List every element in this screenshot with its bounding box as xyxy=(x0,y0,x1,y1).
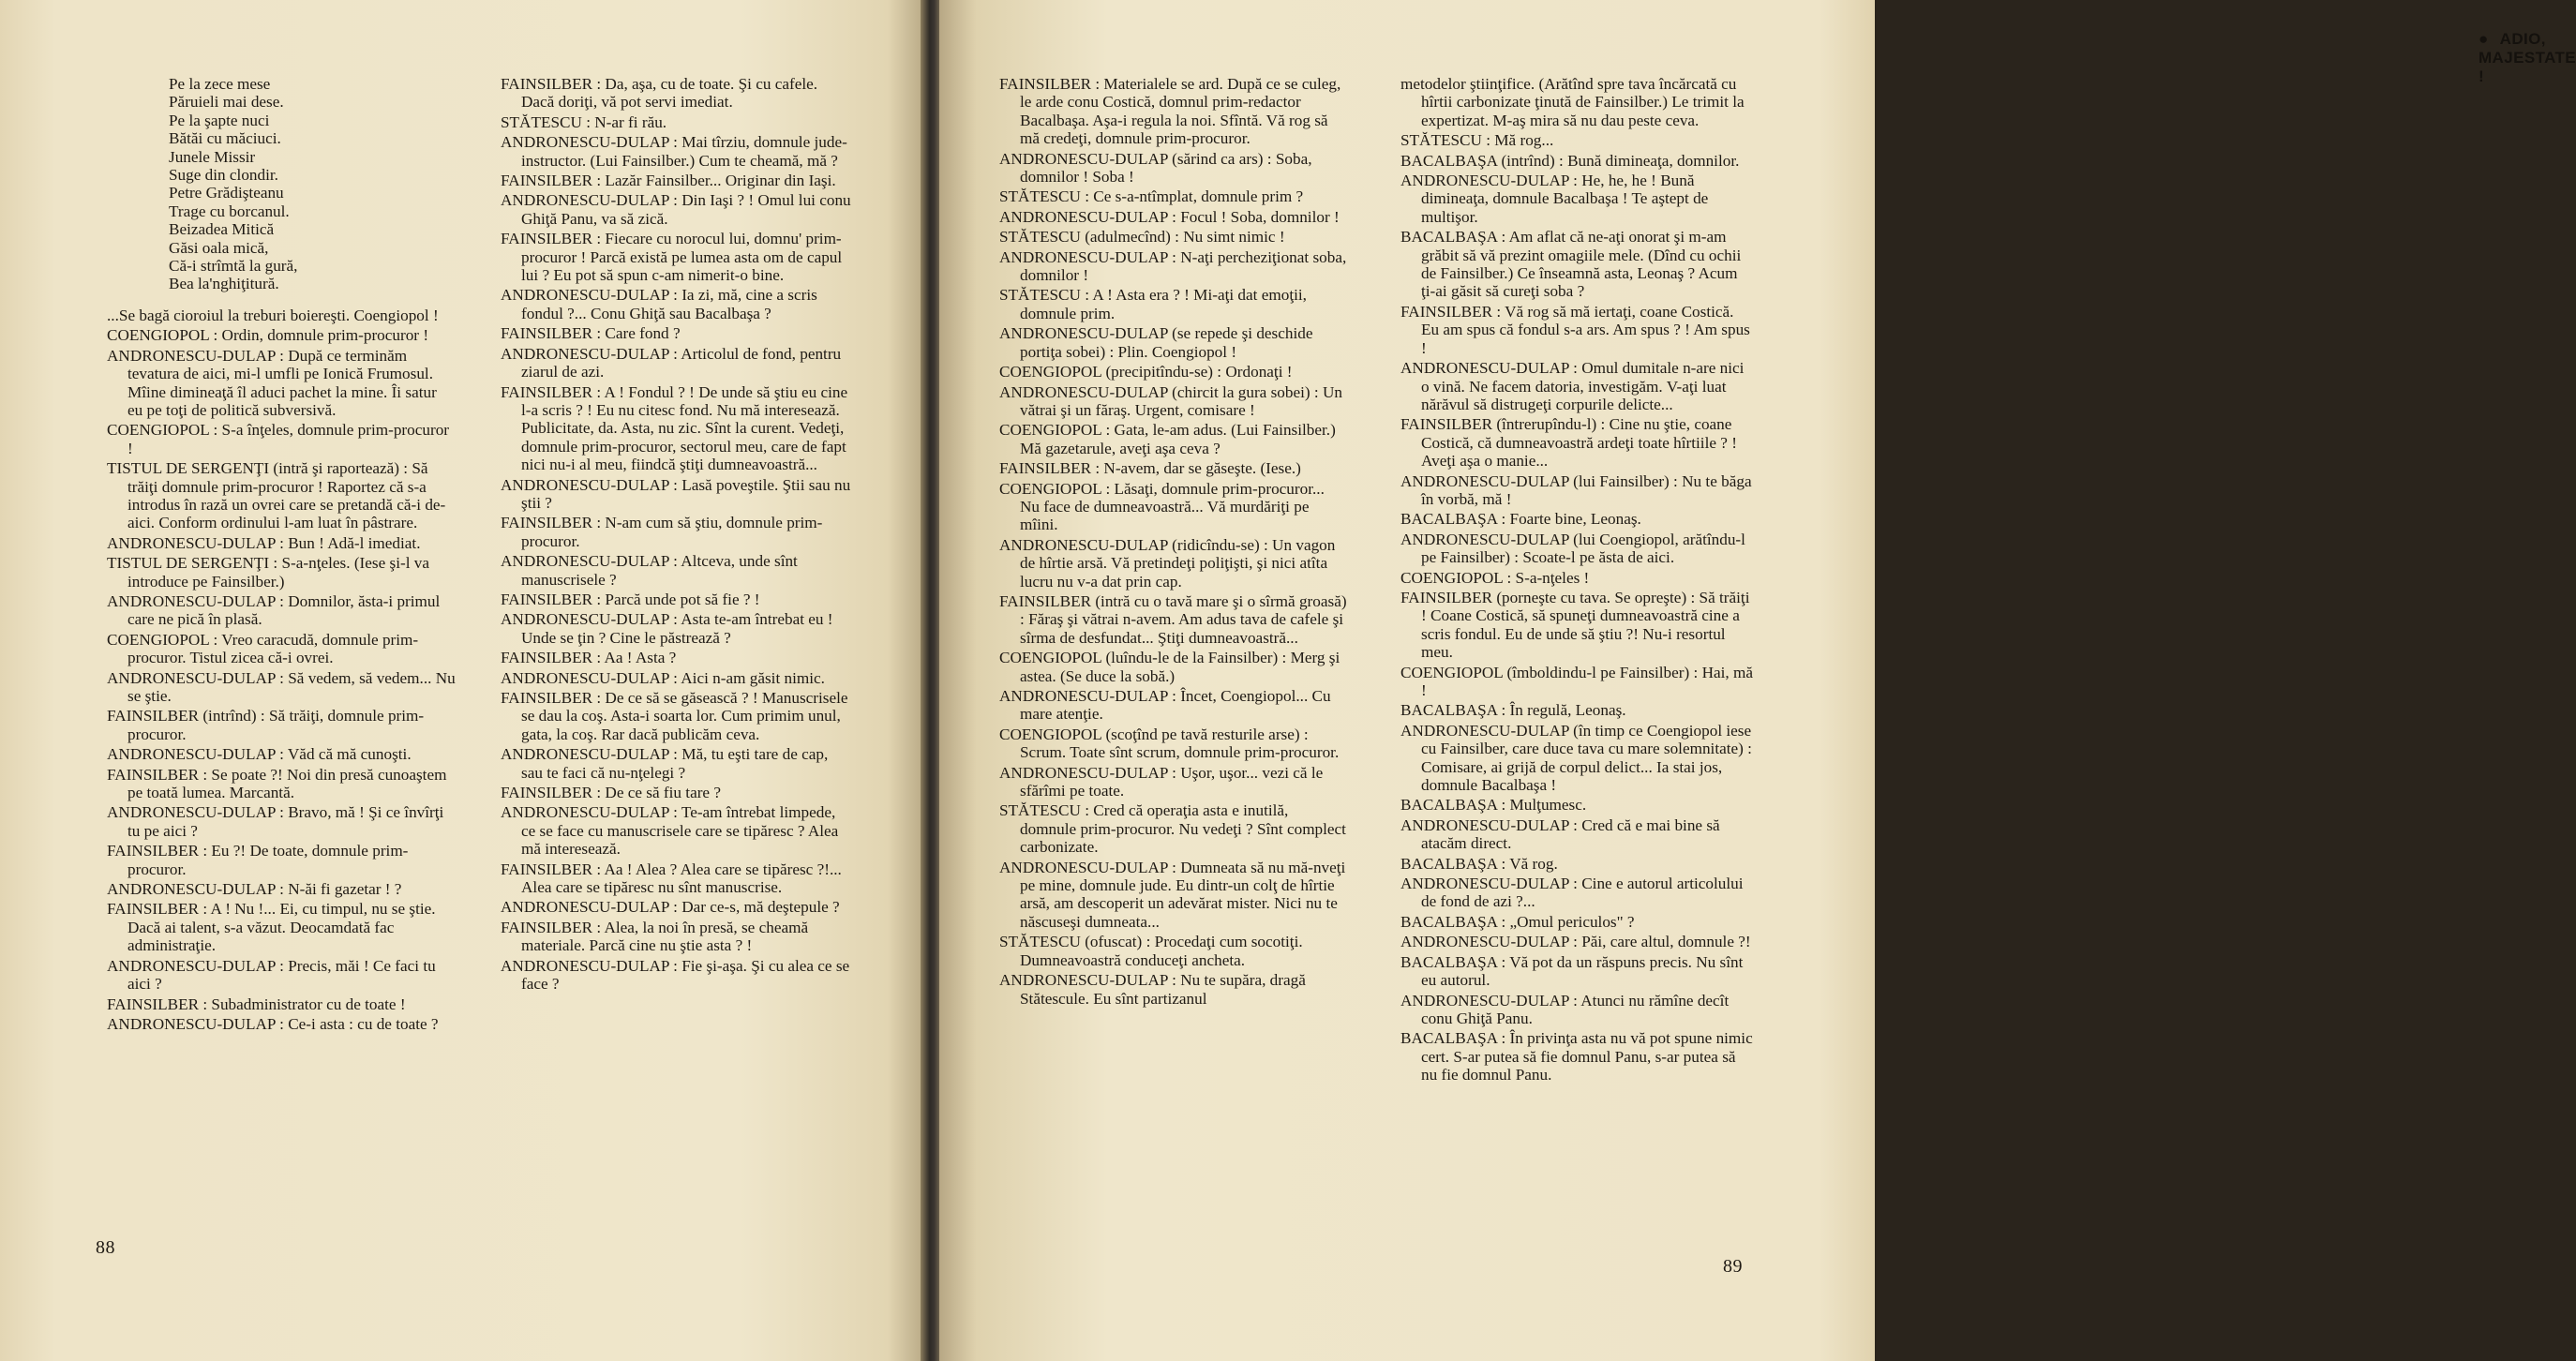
dialogue-paragraph: ANDRONESCU-DULAP : He, he, he ! Bună dimineaţa, domnule Bacalbaşa ! Te aştept de multişor. xyxy=(1400,172,1709,226)
dialogue-paragraph: FAINSILBER : A ! Nu !... Ei, cu timpul, nu se ştie. Dacă ai talent, s-a văzut. Deocamdată fac administraţie. xyxy=(107,900,436,955)
dialogue-paragraph: ANDRONESCU-DULAP : Bravo, mă ! Şi ce învîrţi tu pe aici ? xyxy=(107,803,444,840)
dialogue-paragraph: FAINSILBER : De ce să fiu tare ? xyxy=(501,784,721,802)
dialogue-paragraph: ANDRONESCU-DULAP (ridicîndu-se) : Un vagon de hîrtie arsă. Vă pretindeţi poliţişti, şi nici atîta lucru nu v-a dat prin cap. xyxy=(999,535,1336,591)
verse-line: Beizadea Mitică xyxy=(169,220,275,239)
dialogue-paragraph: FAINSILBER : Fiecare cu norocul lui, domnu' prim-procuror ! Parcă există pe lumea asta om de capul lui ? Eu pot să spun c-am nimerit-o bine. xyxy=(501,230,843,285)
dialogue-paragraph: ANDRONESCU-DULAP : Cred că e mai bine să atacăm direct. xyxy=(1400,815,1720,853)
dialogue-paragraph: ANDRONESCU-DULAP : Bun ! Adă-l imediat. xyxy=(107,533,421,552)
dialogue-paragraph: ANDRONESCU-DULAP : Precis, măi ! Ce faci tu aici ? xyxy=(107,956,436,994)
dialogue-paragraph: FAINSILBER : N-avem, dar se găseşte. (Iese.) xyxy=(999,459,1301,478)
dialogue-paragraph: ANDRONESCU-DULAP : Uşor, uşor... vezi că le sfărîmi pe toate. xyxy=(999,763,1324,800)
dialogue-paragraph: FAINSILBER : Aa ! Alea ? Alea care se tipăresc ?!... Alea care se tipăresc nu sînt manuscrise. xyxy=(501,860,842,897)
dialogue-paragraph: ANDRONESCU-DULAP (chircit la gura sobei) : Un vătrai şi un făraş. Urgent, comisare ! xyxy=(999,382,1342,419)
dialogue-paragraph: ANDRONESCU-DULAP : Ia zi, mă, cine a scris fondul ?... Conu Ghiţă sau Bacalbaşa ? xyxy=(501,286,817,322)
dialogue-paragraph: COENGIOPOL (luîndu-le de la Fainsilber) : Merg şi astea. (Se duce la sobă.) xyxy=(999,649,1340,685)
dialogue-paragraph: FAINSILBER : A ! Fondul ? ! De unde să ştiu eu cine l-a scris ? ! Eu nu citesc fond. Nu mă interesează. Publicitate, da. Asta, nu zic. Sînt la curent. Vedeţi, domnule prim-procuror, sectorul meu, care de fapt nici nu-i al meu, fiindcă ştiţi dumneavoastră... xyxy=(501,382,848,474)
dialogue-paragraph: FAINSILBER : Materialele se ard. După ce se culeg, le arde conu Costică, domnul prim-redactor Bacalbaşa. Aşa-i regula la noi. Sfîntă. Vă rog să mă credeţi, domnule prim-procuror. xyxy=(999,75,1341,148)
verse-line: Pe la zece mese xyxy=(169,75,271,93)
dialogue-paragraph: ANDRONESCU-DULAP : Omul dumitale n-are nici o vină. Ne facem datoria, investigăm. V-aţi luat nărăvul să distrugeţi corpurile delicte... xyxy=(1400,359,1745,413)
dialogue-paragraph: COENGIOPOL (îmboldindu-l pe Fainsilber) : Hai, mă ! xyxy=(1400,663,1754,699)
dialogue-paragraph: ANDRONESCU-DULAP : Te-am întrebat limpede, ce se face cu manuscrisele care se tipăresc ? Alea mă interesează. xyxy=(501,803,839,859)
dialogue-paragraph: STĂTESCU : Cred că operaţia asta e inutilă, domnule prim-procuror. Nu vedeţi ? Sînt complect carbonizate. xyxy=(999,801,1346,857)
dialogue-paragraph: ANDRONESCU-DULAP (în timp ce Coengiopol iese cu Fainsilber, care duce tava cu mare solemnitate) : Comisare, ai grijă de corpul delict... Ia stai jos, domnule Bacalbaşa ! xyxy=(1400,721,1752,795)
verse-line: Pe la şapte nuci xyxy=(169,111,270,129)
dialogue-paragraph: metodelor ştiinţifice. (Arătînd spre tava încărcată cu hîrtii carbonizate ţinută de Fainsilber.) Le trimit la expertizat. M-aş mira să nu dau peste ceva. xyxy=(1400,75,1745,129)
page-number-left: 88 xyxy=(96,1237,115,1258)
dialogue-paragraph: ANDRONESCU-DULAP : Domnilor, ăsta-i primul care ne pică în plasă. xyxy=(107,591,441,629)
dialogue-paragraph: ...Se bagă cioroiul la treburi boiereşti. Coengiopol ! xyxy=(107,306,439,324)
verse-line: Suge din clondir. xyxy=(169,166,278,185)
dialogue-paragraph: COENGIOPOL : Gata, le-am adus. (Lui Fainsilber.) Mă gazetarule, aveţi aşa ceva ? xyxy=(999,421,1336,457)
dialogue-paragraph: COENGIOPOL : S-a înţeles, domnule prim-procuror ! xyxy=(107,421,450,457)
running-head xyxy=(2479,30,2576,86)
dialogue-paragraph: ANDRONESCU-DULAP : Dar ce-s, mă deştepule ? xyxy=(501,898,840,917)
dialogue-paragraph: FAINSILBER : Alea, la noi în presă, se cheamă materiale. Parcă cine nu ştie asta ? ! xyxy=(501,918,809,955)
dialogue-paragraph: ANDRONESCU-DULAP : Articolul de fond, pentru ziarul de azi. xyxy=(501,344,842,381)
dialogue-paragraph: BACALBAŞA : În privinţa asta nu vă pot spune nimic cert. S-ar putea să fie domnul Panu, s-ar putea să nu fie domnul Panu. xyxy=(1400,1029,1753,1084)
dialogue-paragraph: STĂTESCU : Mă rog... xyxy=(1400,131,1554,150)
dialogue-paragraph: BACALBAŞA : Mulţumesc. xyxy=(1400,796,1587,815)
dialogue-paragraph: STĂTESCU : Ce s-a-ntîmplat, domnule prim ? xyxy=(999,187,1304,206)
dialogue-paragraph: TISTUL DE SERGENŢI (intră şi raportează) : Să trăiţi domnule prim-procuror ! Raportez că s-a introdus în rază un ovrei care se pretandă că-i de-aici. Conform ordinului l-am luat în pâstrare. xyxy=(107,459,446,532)
dialogue-paragraph: ANDRONESCU-DULAP : Păi, care altul, domnule ?! xyxy=(1400,933,1751,951)
dialogue-paragraph: ANDRONESCU-DULAP : Văd că mă cunoşti. xyxy=(107,745,412,764)
stanza-gap xyxy=(107,293,456,307)
dialogue-paragraph: FAINSILBER (porneşte cu tava. Se opreşte) : Să trăiţi ! Coane Costică, să spuneţi dumneavoastră cine a scris fondul. Eu de unde să ştiu ?! Nu-i resortul meu. xyxy=(1400,588,1750,662)
page-number-right: 89 xyxy=(1723,1256,1743,1277)
dialogue-paragraph: ANDRONESCU-DULAP (se repede şi deschide portiţa sobei) : Plin. Coengiopol ! xyxy=(999,324,1313,361)
column-4 xyxy=(1400,75,1753,1086)
dialogue-paragraph: BACALBAŞA : În regulă, Leonaş. xyxy=(1400,701,1626,720)
dialogue-paragraph: STĂTESCU (adulmecînd) : Nu simt nimic ! xyxy=(999,228,1285,247)
dialogue-paragraph: ANDRONESCU-DULAP (lui Fainsilber) : Nu te băga în vorbă, mă ! xyxy=(1400,471,1752,508)
dialogue-paragraph: BACALBAŞA : Vă rog. xyxy=(1400,854,1558,873)
dialogue-paragraph: FAINSILBER : De ce să se găsească ? ! Manuscrisele se dau la coş. Asta-i soarta lor. Cum primim unul, gata, la coş. Rar dacă publicăm ceva. xyxy=(501,689,848,743)
dialogue-paragraph: ANDRONESCU-DULAP : Focul ! Soba, domnilor ! xyxy=(999,207,1340,226)
dialogue-paragraph: ANDRONESCU-DULAP : Atunci nu rămîne decît conu Ghiţă Panu. xyxy=(1400,991,1730,1027)
dialogue-paragraph: ANDRONESCU-DULAP : Nu te supăra, dragă Stătescule. Eu sînt partizanul xyxy=(999,971,1306,1008)
column-2 xyxy=(501,75,853,995)
dialogue-paragraph: FAINSILBER : Care fond ? xyxy=(501,324,681,343)
dialogue-paragraph: BACALBAŞA (intrînd) : Bună dimineaţa, domnilor. xyxy=(1400,151,1740,170)
dialogue-paragraph: FAINSILBER : Subadministrator cu de toate ! xyxy=(107,995,406,1013)
dialogue-paragraph: COENGIOPOL : S-a-nţeles ! xyxy=(1400,568,1590,587)
dialogue-paragraph: FAINSILBER : Se poate ?! Noi din presă cunoaştem pe toată lumea. Marcantă. xyxy=(107,765,447,802)
running-head-text: ADIO, MAJESTATE ! xyxy=(2479,30,2576,85)
dialogue-paragraph: BACALBAŞA : Am aflat că ne-aţi onorat şi m-am grăbit să vă prezint omagiile mele. (Dînd cu ochii de Fainsilber.) Ce înseamnă asta, Leonaş ? Acum ţi-ai găsit să cureţi soba ? xyxy=(1400,228,1742,301)
dialogue-paragraph: ANDRONESCU-DULAP : Dumneata să nu mă-nveţi pe mine, domnule jude. Eu dintr-un colţ de hîrtie arsă, am descoperit un adevărat mister. Nici nu te născuseşi dumneata... xyxy=(999,858,1346,931)
dialogue-paragraph: BACALBAŞA : Vă pot da un răspuns precis. Nu sînt eu autorul. xyxy=(1400,952,1744,990)
dialogue-paragraph: ANDRONESCU-DULAP : Încet, Coengiopol... Cu mare atenţie. xyxy=(999,687,1331,724)
dialogue-paragraph: STĂTESCU (ofuscat) : Procedaţi cum socotiţi. Dumneavoastră conduceţi ancheta. xyxy=(999,933,1303,969)
verse-line: Trage cu borcanul. xyxy=(169,202,290,220)
dialogue-paragraph: FAINSILBER : Lazăr Fainsilber... Originar din Iaşi. xyxy=(501,172,836,190)
dialogue-paragraph: ANDRONESCU-DULAP (lui Coengiopol, arătîndu-l pe Fainsilber) : Scoate-l pe ăsta de aici. xyxy=(1400,530,1745,567)
bullet-icon: ● xyxy=(2479,30,2489,48)
dialogue-paragraph: ANDRONESCU-DULAP : Mai tîrziu, domnule jude-instructor. (Lui Fainsilber.) Cum te cheamă, mă ? xyxy=(501,133,847,170)
column-3 xyxy=(999,75,1348,1010)
verse-line: Junele Missir xyxy=(169,147,256,166)
dialogue-paragraph: ANDRONESCU-DULAP : Cine e autorul articolului de fond de azi ?... xyxy=(1400,875,1744,911)
dialogue-paragraph: BACALBAŞA : Foarte bine, Leonaş. xyxy=(1400,510,1641,529)
dialogue-paragraph: ANDRONESCU-DULAP : Din Iaşi ? ! Omul lui conu Ghiţă Panu, va să zică. xyxy=(501,191,851,228)
dialogue-paragraph: ANDRONESCU-DULAP : Aici n-am găsit nimic. xyxy=(501,668,825,687)
column-1 xyxy=(107,75,456,1035)
dialogue-paragraph: FAINSILBER : Vă rog să mă iertaţi, coane Costică. Eu am spus că fondul s-a ars. Am spus ? ! Am spus ! xyxy=(1400,302,1750,357)
left-page xyxy=(0,0,924,1361)
dialogue-paragraph: FAINSILBER : Parcă unde pot să fie ? ! xyxy=(501,590,760,608)
verse-line: Bătăi cu măciuci. xyxy=(169,129,281,148)
dialogue-paragraph: COENGIOPOL (precipitîndu-se) : Ordonaţi ! xyxy=(999,363,1293,381)
dialogue-paragraph: FAINSILBER : Eu ?! De toate, domnule prim-procuror. xyxy=(107,842,409,878)
dialogue-paragraph: TISTUL DE SERGENŢI : S-a-nţeles. (Iese şi-l va introduce pe Fainsilber.) xyxy=(107,554,429,591)
dialogue-paragraph: ANDRONESCU-DULAP : N-ăi fi gazetar ! ? xyxy=(107,880,402,899)
verse-line: Că-i strîmtă la gură, xyxy=(169,257,298,276)
dialogue-paragraph: ANDRONESCU-DULAP : Lasă poveştile. Ştii sau nu ştii ? xyxy=(501,475,851,512)
dialogue-paragraph: COENGIOPOL (scoţînd pe tavă resturile arse) : Scrum. Toate sînt scrum, domnule prim-procuror. xyxy=(999,725,1340,762)
dialogue-paragraph: COENGIOPOL : Ordin, domnule prim-procuror ! xyxy=(107,326,429,345)
dialogue-paragraph: BACALBAŞA : „Omul periculos" ? xyxy=(1400,912,1635,931)
dialogue-paragraph: COENGIOPOL : Lăsaţi, domnule prim-procuror... Nu face de dumneavoastră... Vă murdăriţi pe mîini. xyxy=(999,479,1325,534)
verse-line: Păruieli mai dese. xyxy=(169,93,284,112)
verse-line: Bea la'nghiţitură. xyxy=(169,275,279,293)
dialogue-paragraph: STĂTESCU : N-ar fi rău. xyxy=(501,112,667,131)
dialogue-paragraph: FAINSILBER (întrerupîndu-l) : Cine nu ştie, coane Costică, că dumneavoastră ardeţi toate hîrtiile ? ! Aveţi aşa o manie... xyxy=(1400,415,1737,471)
dialogue-paragraph: STĂTESCU : A ! Asta era ? ! Mi-aţi dat emoţii, domnule prim. xyxy=(999,286,1307,322)
dialogue-paragraph: FAINSILBER : Aa ! Asta ? xyxy=(501,649,677,667)
dialogue-paragraph: ANDRONESCU-DULAP : Asta te-am întrebat eu ! Unde se ţin ? Cine le păstrează ? xyxy=(501,610,833,647)
dialogue-paragraph: ANDRONESCU-DULAP : N-aţi percheziţionat soba, domnilor ! xyxy=(999,247,1347,285)
dialogue-paragraph: ANDRONESCU-DULAP : Altceva, unde sînt manuscrisele ? xyxy=(501,552,798,589)
verse-line: Găsi oala mică, xyxy=(169,238,269,257)
dialogue-paragraph: ANDRONESCU-DULAP : După ce terminăm tevatura de aici, mi-l umfli pe Ionică Frumosul. Mîine dimineaţă îl aduci pachet la mine. Îi satur eu pe toţi de politică subversivă. xyxy=(107,346,437,419)
dialogue-paragraph: FAINSILBER (intră cu o tavă mare şi o sîrmă groasă) : Făraş şi vătrai n-avem. Am adus tava de cafele şi sîrma de desfundat... Ştiţi dumneavoastră... xyxy=(999,591,1347,647)
dialogue-paragraph: ANDRONESCU-DULAP : Fie şi-aşa. Şi cu alea ce se face ? xyxy=(501,956,850,994)
dialogue-paragraph: ANDRONESCU-DULAP : Să vedem, să vedem... Nu se ştie. xyxy=(107,668,456,705)
dialogue-paragraph: ANDRONESCU-DULAP (sărind ca ars) : Soba, domnilor ! Soba ! xyxy=(999,149,1312,187)
dialogue-paragraph: FAINSILBER : N-am cum să ştiu, domnule prim-procuror. xyxy=(501,514,823,550)
verse-line: Petre Grădişteanu xyxy=(169,184,284,202)
dialogue-paragraph: FAINSILBER (intrînd) : Să trăiţi, domnule prim-procuror. xyxy=(107,707,425,743)
dialogue-paragraph: ANDRONESCU-DULAP : Ce-i asta : cu de toate ? xyxy=(107,1014,439,1033)
dialogue-paragraph: COENGIOPOL : Vreo caracudă, domnule prim-procuror. Tistul zicea că-i ovrei. xyxy=(107,630,419,667)
dialogue-paragraph: FAINSILBER : Da, aşa, cu de toate. Şi cu cafele. Dacă doriţi, vă pot servi imediat. xyxy=(501,75,818,112)
dialogue-paragraph: ANDRONESCU-DULAP : Mă, tu eşti tare de cap, sau te faci că nu-nţelegi ? xyxy=(501,745,829,782)
